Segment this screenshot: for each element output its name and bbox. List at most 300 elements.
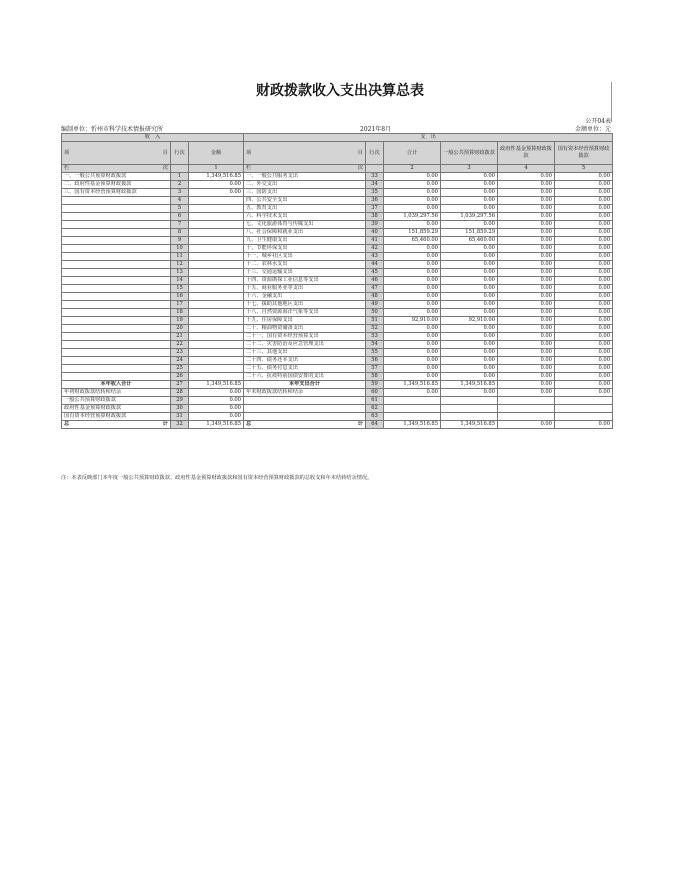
table-row	[62, 277, 613, 285]
total-cell: 0.00	[384, 197, 441, 205]
lan-label: 栏	[246, 165, 252, 171]
general-budget-cell: 0.00	[441, 173, 498, 181]
general-budget-cell: 92,910.00	[441, 317, 498, 325]
income-amount-cell	[189, 197, 244, 205]
gov-fund-cell: 0.00	[498, 357, 555, 365]
expense-item-cell: 十九、住房保障支出	[244, 317, 366, 325]
state-capital-cell	[555, 405, 613, 413]
income-amount-cell	[189, 373, 244, 381]
total-cell: 0.00	[384, 357, 441, 365]
table-row	[62, 413, 613, 421]
gov-fund-cell: 0.00	[498, 341, 555, 349]
income-amount-cell: 0.00	[189, 413, 244, 421]
income-lanci-cell	[62, 165, 171, 173]
expense-row-no-header: 行次	[366, 142, 384, 165]
table-row	[62, 229, 613, 237]
gov-fund-cell: 0.00	[498, 173, 555, 181]
total-cell	[384, 397, 441, 405]
state-capital-cell: 0.00	[555, 333, 613, 341]
total-cell: 0.00	[384, 325, 441, 333]
income-item-cell	[62, 221, 171, 229]
table-row	[62, 405, 613, 413]
income-item-cell	[62, 365, 171, 373]
total-cell: 0.00	[384, 277, 441, 285]
general-budget-cell: 0.00	[441, 365, 498, 373]
income-amount-cell: 1,349,516.85	[189, 421, 244, 429]
income-item-cell	[62, 237, 171, 245]
total-label-part: 计	[357, 421, 363, 427]
income-item-cell	[62, 301, 171, 309]
gov-fund-cell: 0.00	[498, 237, 555, 245]
state-capital-cell: 0.00	[555, 309, 613, 317]
total-cell: 0.00	[384, 253, 441, 261]
income-item-cell	[62, 293, 171, 301]
expense-item-cell: 十七、援助其他地区支出	[244, 301, 366, 309]
expense-item-cell: 二十五、债务付息支出	[244, 365, 366, 373]
total-cell: 0.00	[384, 301, 441, 309]
total-label-part: 总	[246, 421, 252, 427]
total-cell: 0.00	[384, 205, 441, 213]
income-row-no-cell: 22	[171, 341, 189, 349]
income-amount-cell	[189, 357, 244, 365]
gov-fund-cell	[498, 413, 555, 421]
income-item-cell	[62, 357, 171, 365]
expense-item-header	[244, 142, 366, 165]
income-amount-cell	[189, 285, 244, 293]
expense-item-cell: 十三、交通运输支出	[244, 269, 366, 277]
state-capital-cell: 0.00	[555, 189, 613, 197]
gov-fund-cell	[498, 405, 555, 413]
general-budget-cell: 0.00	[441, 189, 498, 197]
income-item-cell	[62, 373, 171, 381]
total-cell: 0.00	[384, 293, 441, 301]
gov-fund-cell: 0.00	[498, 205, 555, 213]
state-capital-cell: 0.00	[555, 181, 613, 189]
income-amount-cell	[189, 301, 244, 309]
expense-row-no-cell: 48	[366, 293, 384, 301]
expense-item-cell: 十五、商业服务业等支出	[244, 285, 366, 293]
total-cell: 151,859.29	[384, 229, 441, 237]
income-amount-cell	[189, 317, 244, 325]
expense-row-no-cell: 59	[366, 381, 384, 389]
gov-fund-cell: 0.00	[498, 261, 555, 269]
gov-fund-cell: 0.00	[498, 181, 555, 189]
expense-item-cell: 十八、自然资源海洋气象等支出	[244, 309, 366, 317]
income-row-no-cell: 30	[171, 405, 189, 413]
state-capital-cell: 0.00	[555, 285, 613, 293]
expense-lanci-cell	[244, 165, 366, 173]
expense-item-cell: 二十四、债务还本支出	[244, 357, 366, 365]
expense-row-no-number	[366, 165, 384, 173]
ci-label: 次	[357, 165, 363, 171]
final-accounts-table	[61, 133, 613, 429]
income-amount-cell: 0.00	[189, 405, 244, 413]
general-budget-cell: 0.00	[441, 341, 498, 349]
income-item-cell	[62, 269, 171, 277]
general-budget-cell: 0.00	[441, 285, 498, 293]
page-title: 财政拨款收入支出决算总表	[256, 83, 424, 99]
expense-item-cell: 二十二、灾害防治及应急管理支出	[244, 341, 366, 349]
expense-row-no-cell: 43	[366, 253, 384, 261]
state-capital-cell: 0.00	[555, 213, 613, 221]
state-capital-cell: 0.00	[555, 389, 613, 397]
income-item-cell	[62, 309, 171, 317]
income-item-cell	[62, 341, 171, 349]
expense-row-no-cell: 36	[366, 197, 384, 205]
total-cell: 1,349,516.85	[384, 381, 441, 389]
expense-item-cell	[244, 397, 366, 405]
general-budget-cell: 0.00	[441, 389, 498, 397]
expense-row-no-cell: 62	[366, 405, 384, 413]
state-capital-cell	[555, 413, 613, 421]
table-row	[62, 173, 613, 181]
income-header: 收 入	[62, 134, 244, 142]
income-row-no-cell: 19	[171, 317, 189, 325]
general-budget-cell: 0.00	[441, 261, 498, 269]
total-label-part: 计	[162, 421, 168, 427]
income-grand-total-label	[62, 421, 171, 429]
state-capital-cell: 0.00	[555, 341, 613, 349]
general-budget-cell: 1,349,516.85	[441, 421, 498, 429]
income-row-no-number	[171, 165, 189, 173]
table-row	[62, 389, 613, 397]
expense-item-label: 项	[246, 150, 252, 156]
table-row	[62, 373, 613, 381]
table-row	[62, 253, 613, 261]
income-amount-header: 金额	[189, 142, 244, 165]
total-cell: 0.00	[384, 309, 441, 317]
expense-row-no-cell: 50	[366, 309, 384, 317]
income-amount-cell	[189, 309, 244, 317]
gov-fund-cell: 0.00	[498, 301, 555, 309]
expense-header: 支 出	[244, 134, 613, 142]
expense-grand-total-label	[244, 421, 366, 429]
income-item-label: 项	[64, 150, 70, 156]
income-item-cell	[62, 317, 171, 325]
col-number-3: 3	[441, 165, 498, 173]
income-row-no-cell: 14	[171, 277, 189, 285]
income-amount-cell	[189, 253, 244, 261]
state-capital-cell: 0.00	[555, 229, 613, 237]
expense-row-no-cell: 37	[366, 205, 384, 213]
gov-fund-cell: 0.00	[498, 197, 555, 205]
income-item-header	[62, 142, 171, 165]
col-number-5: 5	[555, 165, 613, 173]
gov-fund-cell: 0.00	[498, 389, 555, 397]
income-item-cell	[62, 213, 171, 221]
gov-fund-cell: 0.00	[498, 277, 555, 285]
state-capital-cell	[555, 397, 613, 405]
income-amount-cell	[189, 205, 244, 213]
state-capital-cell: 0.00	[555, 205, 613, 213]
income-item-cell: 政府性基金预算财政拨款	[62, 405, 171, 413]
table-row	[62, 357, 613, 365]
income-item-cell	[62, 277, 171, 285]
header-row-columns	[62, 142, 613, 165]
income-row-no-cell: 13	[171, 269, 189, 277]
gov-fund-cell: 0.00	[498, 317, 555, 325]
income-row-no-cell: 3	[171, 189, 189, 197]
table-row	[62, 189, 613, 197]
general-budget-cell: 0.00	[441, 301, 498, 309]
gov-fund-cell: 0.00	[498, 293, 555, 301]
gov-fund-cell: 0.00	[498, 213, 555, 221]
income-row-no-cell: 2	[171, 181, 189, 189]
income-row-no-cell: 25	[171, 365, 189, 373]
state-capital-cell: 0.00	[555, 197, 613, 205]
income-amount-cell	[189, 221, 244, 229]
state-capital-cell: 0.00	[555, 325, 613, 333]
income-item-cell	[62, 253, 171, 261]
income-amount-cell: 1,349,516.85	[189, 381, 244, 389]
income-item-cell	[62, 261, 171, 269]
state-capital-cell: 0.00	[555, 245, 613, 253]
reporting-unit: 编制单位：忻州市科学技术情报研究所	[61, 126, 164, 133]
income-amount-cell	[189, 365, 244, 373]
general-budget-cell: 0.00	[441, 221, 498, 229]
header-row-column-numbers	[62, 165, 613, 173]
expense-item-cell: 年末财政拨款结转和结余	[244, 389, 366, 397]
expense-row-no-cell: 33	[366, 173, 384, 181]
income-item-cell: 三、国有资本经营预算财政拨款	[62, 189, 171, 197]
table-row	[62, 205, 613, 213]
gov-fund-cell: 0.00	[498, 325, 555, 333]
expense-item-cell: 十一、城乡社区支出	[244, 253, 366, 261]
total-header: 合计	[384, 142, 441, 165]
total-cell: 0.00	[384, 189, 441, 197]
expense-row-no-cell: 63	[366, 413, 384, 421]
expense-row-no-cell: 34	[366, 181, 384, 189]
income-row-no-cell: 11	[171, 253, 189, 261]
total-cell: 65,460.00	[384, 237, 441, 245]
total-cell: 0.00	[384, 221, 441, 229]
income-row-no-cell: 20	[171, 325, 189, 333]
total-label-part: 总	[64, 421, 70, 427]
income-item-cell: 二、政府性基金预算财政拨款	[62, 181, 171, 189]
gov-fund-cell: 0.00	[498, 245, 555, 253]
income-item-cell: 本年收入合计	[62, 381, 171, 389]
income-item-cell	[62, 229, 171, 237]
gov-fund-cell: 0.00	[498, 365, 555, 373]
income-amount-cell: 1,349,516.85	[189, 173, 244, 181]
total-cell: 0.00	[384, 285, 441, 293]
expense-row-no-cell: 42	[366, 245, 384, 253]
income-item-mu-label: 目	[162, 150, 168, 156]
income-row-no-cell: 15	[171, 285, 189, 293]
expense-item-cell: 七、文化旅游体育与传媒支出	[244, 221, 366, 229]
general-budget-cell: 0.00	[441, 269, 498, 277]
table-row	[62, 261, 613, 269]
gov-fund-cell: 0.00	[498, 269, 555, 277]
income-row-no-cell: 7	[171, 221, 189, 229]
income-row-no-cell: 24	[171, 357, 189, 365]
total-cell: 0.00	[384, 365, 441, 373]
gov-fund-cell: 0.00	[498, 229, 555, 237]
income-row-no-cell: 16	[171, 293, 189, 301]
state-capital-cell: 0.00	[555, 301, 613, 309]
expense-item-cell: 十二、农林水支出	[244, 261, 366, 269]
expense-row-no-cell: 61	[366, 397, 384, 405]
table-row	[62, 381, 613, 389]
expense-row-no-cell: 47	[366, 285, 384, 293]
state-capital-cell: 0.00	[555, 365, 613, 373]
gov-fund-cell: 0.00	[498, 381, 555, 389]
gov-fund-cell: 0.00	[498, 421, 555, 429]
total-cell: 0.00	[384, 341, 441, 349]
expense-row-no-cell: 49	[366, 301, 384, 309]
general-budget-cell: 1,349,516.85	[441, 381, 498, 389]
general-budget-cell: 0.00	[441, 245, 498, 253]
income-row-no-cell: 21	[171, 333, 189, 341]
income-row-no-cell: 31	[171, 413, 189, 421]
expense-item-cell: 本年支出合计	[244, 381, 366, 389]
general-budget-header: 一般公共预算财政拨款	[441, 142, 498, 165]
income-item-cell	[62, 325, 171, 333]
total-cell: 0.00	[384, 349, 441, 357]
gov-fund-cell: 0.00	[498, 349, 555, 357]
expense-item-cell: 二十、粮油物资储备支出	[244, 325, 366, 333]
expense-item-cell: 五、教育支出	[244, 205, 366, 213]
state-capital-cell: 0.00	[555, 373, 613, 381]
table-row	[62, 221, 613, 229]
total-cell	[384, 413, 441, 421]
total-cell	[384, 405, 441, 413]
general-budget-cell: 0.00	[441, 277, 498, 285]
expense-row-no-cell: 64	[366, 421, 384, 429]
grand-total-row	[62, 421, 613, 429]
income-item-cell	[62, 333, 171, 341]
expense-item-cell	[244, 413, 366, 421]
income-amount-cell	[189, 325, 244, 333]
footnote: 注：本表反映部门本年度一般公共预算财政拨款、政府性基金预算财政拨款和国有资本经营预算财政拨款的总收支和年末结转结余情况。	[61, 475, 373, 481]
general-budget-cell: 0.00	[441, 373, 498, 381]
expense-item-cell: 六、科学技术支出	[244, 213, 366, 221]
expense-row-no-cell: 60	[366, 389, 384, 397]
expense-row-no-cell: 40	[366, 229, 384, 237]
expense-row-no-cell: 39	[366, 221, 384, 229]
expense-item-cell: 二十一、国有资本经营预算支出	[244, 333, 366, 341]
gov-fund-cell: 0.00	[498, 333, 555, 341]
expense-row-no-cell: 55	[366, 349, 384, 357]
expense-item-cell	[244, 405, 366, 413]
lan-label: 栏	[64, 165, 70, 171]
report-period: 2021年8月	[360, 126, 392, 133]
gov-fund-cell: 0.00	[498, 285, 555, 293]
table-row	[62, 269, 613, 277]
col-number-1: 1	[189, 165, 244, 173]
income-item-cell	[62, 285, 171, 293]
total-cell: 0.00	[384, 373, 441, 381]
expense-item-mu-label: 目	[357, 150, 363, 156]
expense-item-cell: 十六、金融支出	[244, 293, 366, 301]
total-cell: 1,039,297.56	[384, 213, 441, 221]
income-row-no-cell: 10	[171, 245, 189, 253]
income-amount-cell	[189, 349, 244, 357]
income-amount-cell	[189, 245, 244, 253]
general-budget-cell: 1,039,297.56	[441, 213, 498, 221]
income-item-cell	[62, 349, 171, 357]
col-number-4: 4	[498, 165, 555, 173]
table-row	[62, 365, 613, 373]
expense-item-cell: 十、节能环保支出	[244, 245, 366, 253]
total-cell: 0.00	[384, 261, 441, 269]
state-capital-cell: 0.00	[555, 261, 613, 269]
gov-fund-cell: 0.00	[498, 189, 555, 197]
state-capital-header: 国有资本经营预算财政拨款	[555, 142, 613, 165]
expense-item-cell: 二、外交支出	[244, 181, 366, 189]
general-budget-cell	[441, 413, 498, 421]
table-row	[62, 245, 613, 253]
expense-item-cell: 八、社会保障和就业支出	[244, 229, 366, 237]
header-row-sections	[62, 134, 613, 142]
state-capital-cell: 0.00	[555, 269, 613, 277]
general-budget-cell: 0.00	[441, 333, 498, 341]
income-row-no-cell: 12	[171, 261, 189, 269]
state-capital-cell: 0.00	[555, 293, 613, 301]
income-row-no-cell: 29	[171, 397, 189, 405]
gov-fund-cell	[498, 397, 555, 405]
income-row-no-cell: 5	[171, 205, 189, 213]
general-budget-cell: 0.00	[441, 325, 498, 333]
expense-row-no-cell: 52	[366, 325, 384, 333]
income-row-no-cell: 17	[171, 301, 189, 309]
general-budget-cell: 0.00	[441, 197, 498, 205]
income-item-cell	[62, 197, 171, 205]
income-amount-cell	[189, 293, 244, 301]
state-capital-cell: 0.00	[555, 253, 613, 261]
income-row-no-cell: 8	[171, 229, 189, 237]
expense-row-no-cell: 44	[366, 261, 384, 269]
expense-item-cell: 一、一般公共服务支出	[244, 173, 366, 181]
total-cell: 0.00	[384, 181, 441, 189]
ci-label: 次	[162, 165, 168, 171]
expense-row-no-cell: 57	[366, 365, 384, 373]
gov-fund-cell: 0.00	[498, 221, 555, 229]
income-amount-cell	[189, 237, 244, 245]
income-amount-cell	[189, 229, 244, 237]
income-row-no-cell: 18	[171, 309, 189, 317]
general-budget-cell: 151,859.29	[441, 229, 498, 237]
table-row	[62, 325, 613, 333]
state-capital-cell: 0.00	[555, 277, 613, 285]
general-budget-cell: 0.00	[441, 205, 498, 213]
table-row	[62, 309, 613, 317]
amount-unit: 金额单位：元	[574, 126, 611, 133]
general-budget-cell: 0.00	[441, 309, 498, 317]
expense-item-cell: 三、国防支出	[244, 189, 366, 197]
income-row-no-header: 行次	[171, 142, 189, 165]
income-amount-cell: 0.00	[189, 389, 244, 397]
income-row-no-cell: 23	[171, 349, 189, 357]
table-row	[62, 197, 613, 205]
income-amount-cell: 0.00	[189, 397, 244, 405]
income-row-no-cell: 27	[171, 381, 189, 389]
table-row	[62, 293, 613, 301]
table-row	[62, 181, 613, 189]
table-row	[62, 333, 613, 341]
general-budget-cell	[441, 405, 498, 413]
table-row	[62, 397, 613, 405]
expense-row-no-cell: 51	[366, 317, 384, 325]
gov-fund-cell: 0.00	[498, 309, 555, 317]
expense-row-no-cell: 35	[366, 189, 384, 197]
table-row	[62, 301, 613, 309]
col-number-2: 2	[384, 165, 441, 173]
expense-item-cell: 十四、资源勘探工业信息等支出	[244, 277, 366, 285]
income-amount-cell: 0.00	[189, 189, 244, 197]
expense-row-no-cell: 45	[366, 269, 384, 277]
income-row-no-cell: 4	[171, 197, 189, 205]
